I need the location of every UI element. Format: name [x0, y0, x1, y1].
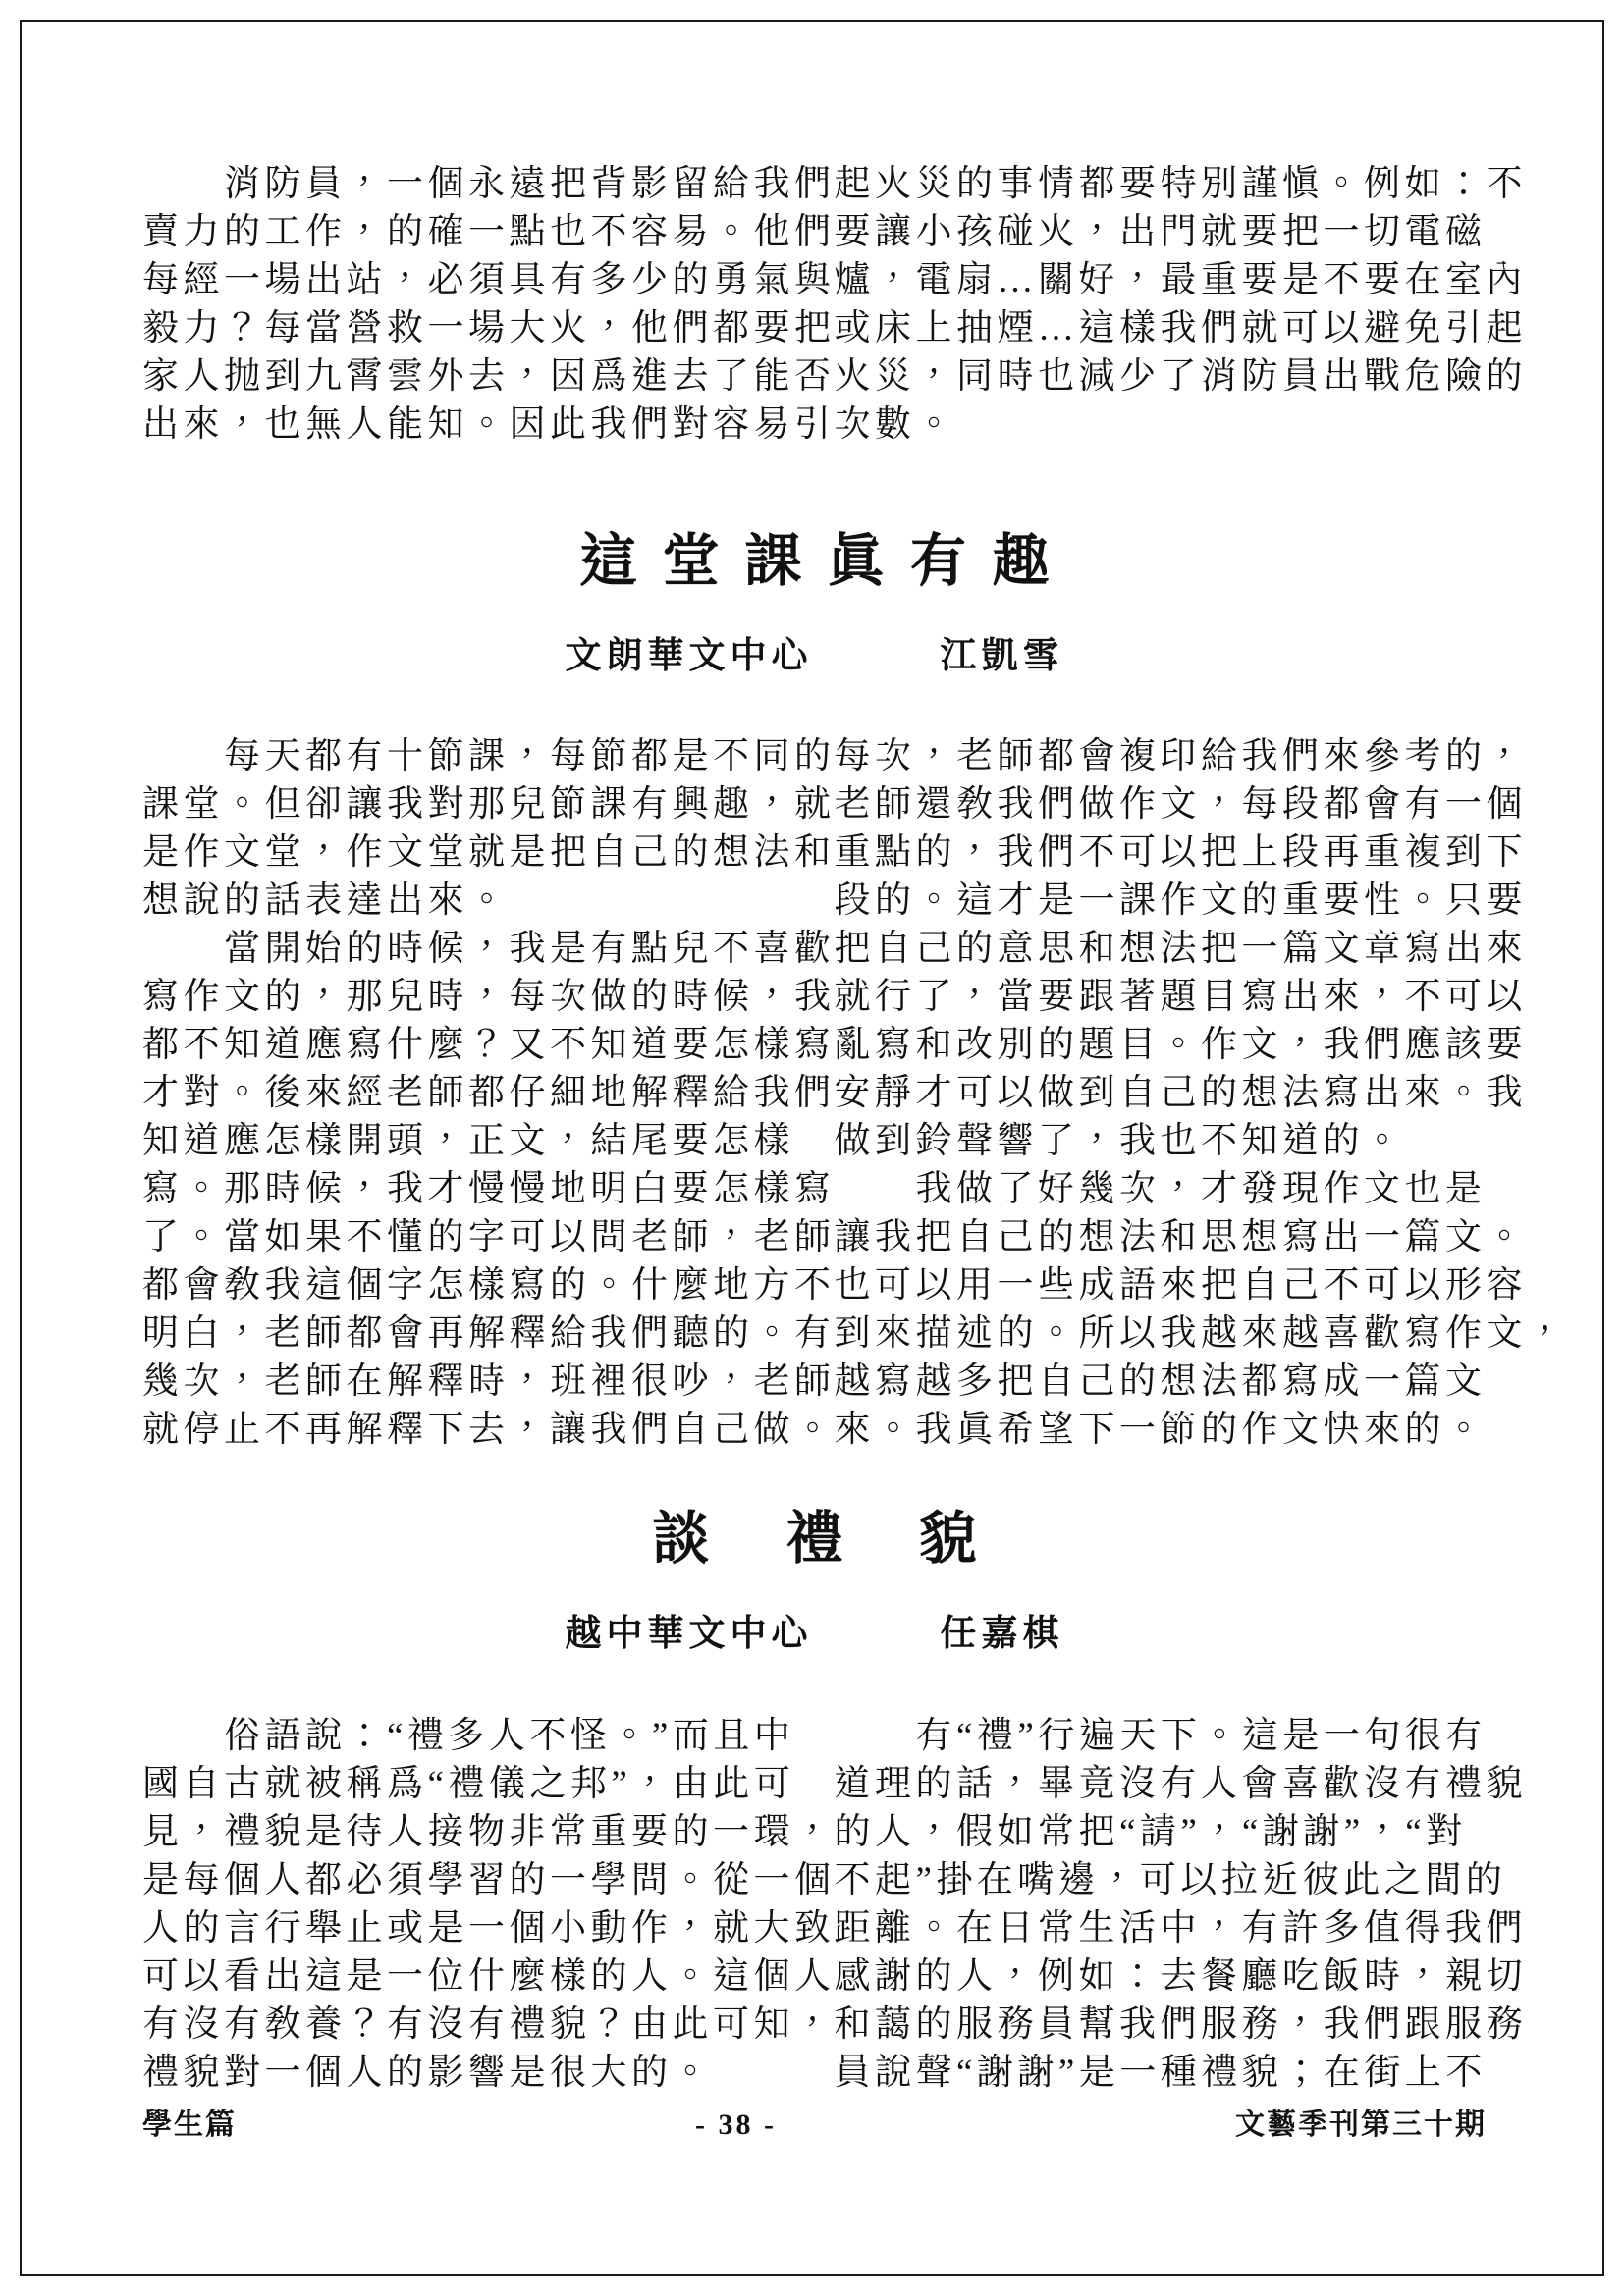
text-line: 讓我把自己的想法和思想寫出一篇文。 — [834, 1216, 1527, 1257]
footer-journal-label: 文藝季刊第三十期 — [1234, 2109, 1487, 2141]
text-line: 想說的話表達出來。 — [142, 880, 510, 921]
text-line: 賣力的工作，的確一點也不容易。他們 — [142, 212, 836, 252]
text-line: 有沒有敎養？有沒有禮貌？由此可知， — [142, 2003, 836, 2045]
text-line: 亂寫和改別的題目。作文，我們應該要 — [834, 1024, 1527, 1065]
article2-byline-author: 江凱雪 — [940, 635, 1064, 676]
text-line: 見，禮貌是待人接物非常重要的一環， — [142, 1811, 836, 1852]
text-line: 了。當如果不懂的字可以問老師，老師 — [142, 1216, 836, 1257]
text-line: 做到鈴聲響了，我也不知道的。 — [834, 1120, 1405, 1161]
text-line: 寫作文的，那兒時，每次做的時候，我 — [142, 976, 836, 1017]
text-line: 知道應怎樣開頭，正文，結尾要怎樣 — [142, 1120, 794, 1161]
text-line: 都不知道應寫什麼？又不知道要怎樣寫 — [142, 1024, 836, 1065]
text-line: 毅力？每當營救一場大火，他們都要把 — [142, 308, 836, 348]
text-line: 國自古就被稱爲“禮儀之邦”，由此可 — [142, 1763, 795, 1804]
text-line: 的人，假如常把“請”，“謝謝”，“對 — [834, 1811, 1467, 1852]
text-line: 老師還敎我們做作文，每段都會有一個 — [834, 783, 1527, 825]
text-line: 段的。這才是一課作文的重要性。只要 — [834, 880, 1527, 921]
text-line: 消防員，一個永遠把背影留給我們 — [142, 164, 836, 204]
article1-left-column — [142, 160, 836, 449]
text-line: 員說聲“謝謝”是一種禮貌；在街上不 — [834, 2052, 1487, 2093]
text-line: 不起”掛在嘴邊，可以拉近彼此之間的 — [834, 1859, 1507, 1900]
text-line: 是每個人都必須學習的一學問。從一個 — [142, 1859, 836, 1900]
text-line: 禮貌對一個人的影響是很大的。 — [142, 2052, 713, 2093]
text-line: 才對。後來經老師都仔細地解釋給我們 — [142, 1072, 836, 1113]
text-line: 家人抛到九霄雲外去，因爲進去了能否 — [142, 356, 836, 397]
page-footer — [142, 2106, 1487, 2145]
text-line: 或床上抽煙…這樣我們就可以避免引起 — [834, 308, 1527, 348]
text-line: 來。我眞希望下一節的作文快來的。 — [834, 1409, 1487, 1450]
text-line: 就行了，當要跟著題目寫出來，不可以 — [834, 976, 1527, 1017]
text-line: 距離。在日常生活中，有許多值得我們 — [834, 1907, 1527, 1949]
article2-left-column — [142, 732, 836, 1454]
text-line: 當開始的時候，我是有點兒不喜歡 — [142, 928, 836, 969]
text-line: 人的言行舉止或是一個小動作，就大致 — [142, 1907, 836, 1949]
text-line: 重點的，我們不可以把上段再重複到下 — [834, 831, 1527, 873]
article3-section — [142, 1505, 1527, 2097]
article2-byline — [142, 634, 1487, 679]
text-line: 有“禮”行遍天下。這是一句很有 — [834, 1715, 1487, 1756]
article3-title: 談 禮 貌 — [652, 1506, 987, 1571]
article3-right-column — [834, 1712, 1527, 2097]
text-line: 寫。那時候，我才慢慢地明白要怎樣寫 — [142, 1168, 836, 1209]
text-line: 到來描述的。所以我越來越喜歡寫作文， — [834, 1312, 1568, 1354]
text-line: 明白，老師都會再解釋給我們聽的。有 — [142, 1312, 836, 1354]
text-line: 幾次，老師在解釋時，班裡很吵，老師 — [142, 1361, 836, 1402]
text-line: 我做了好幾次，才發現作文也是 — [834, 1168, 1487, 1209]
text-line: 就停止不再解釋下去，讓我們自己做。 — [142, 1409, 836, 1450]
text-line: 課堂。但卻讓我對那兒節課有興趣，就 — [142, 783, 836, 825]
article3-byline-school: 越中華文中心 — [565, 1613, 813, 1654]
article2-section — [142, 527, 1568, 1454]
text-line: 是作文堂，作文堂就是把自己的想法和 — [142, 831, 836, 873]
article3-byline — [142, 1612, 1487, 1657]
text-line: 可以看出這是一位什麼樣的人。這個人 — [142, 1955, 836, 1997]
article1-section — [142, 160, 1527, 449]
text-line: 俗語說：“禮多人不怪。”而且中 — [142, 1715, 795, 1756]
page-content — [142, 0, 1568, 2097]
article1-right-column — [834, 160, 1527, 449]
text-line: 和藹的服務員幫我們服務，我們跟服務 — [834, 2003, 1527, 2045]
text-line: 每經一場出站，必須具有多少的勇氣與 — [142, 260, 836, 300]
text-line: 每天都有十節課，每節都是不同的 — [142, 735, 836, 776]
text-line: 每次，老師都會複印給我們來參考的， — [834, 735, 1527, 776]
article3-left-column — [142, 1712, 836, 2097]
text-line: 感謝的人，例如：去餐廳吃飯時，親切 — [834, 1955, 1527, 1997]
text-line: 火災，同時也減少了消防員出戰危險的 — [834, 356, 1527, 397]
text-line: 出來，也無人能知。因此我們對容易引 — [142, 404, 836, 445]
article2-title: 這堂課眞有趣 — [579, 529, 1075, 593]
text-line: 次數。 — [834, 404, 956, 445]
text-line: 也可以用一些成語來把自己不可以形容 — [834, 1264, 1527, 1306]
text-line: 要讓小孩碰火，出門就要把一切電磁 — [834, 212, 1487, 252]
text-line: 越寫越多把自己的想法都寫成一篇文 — [834, 1361, 1487, 1402]
text-line: 把自己的意思和想法把一篇文章寫出來 — [834, 928, 1527, 969]
text-line: 起火災的事情都要特別謹愼。例如：不 — [834, 164, 1527, 204]
article2-byline-school: 文朗華文中心 — [565, 635, 813, 676]
text-line: 都會敎我這個字怎樣寫的。什麼地方不 — [142, 1264, 836, 1306]
text-line: 安靜才可以做到自己的想法寫出來。我 — [834, 1072, 1527, 1113]
article2-right-column — [834, 732, 1568, 1454]
page-number: - 38 - — [695, 2109, 777, 2141]
text-line: 爐，電扇…關好，最重要是不要在室內 — [834, 260, 1527, 300]
article3-byline-author: 任嘉棋 — [940, 1613, 1064, 1654]
footer-section-label: 學生篇 — [142, 2109, 237, 2141]
text-line: 道理的話，畢竟沒有人會喜歡沒有禮貌 — [834, 1763, 1527, 1804]
